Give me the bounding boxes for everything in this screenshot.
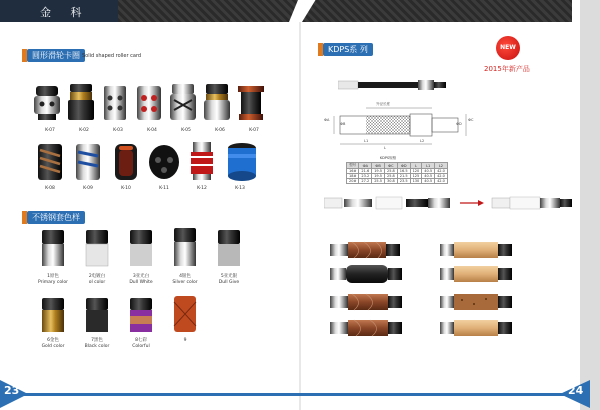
kdps-assembly-sequence [324, 194, 574, 212]
right-page-edge [580, 0, 600, 410]
color-label: 7黑色 Black color [84, 338, 110, 349]
part-k04-image [137, 86, 161, 120]
part-label: K-08 [45, 186, 55, 191]
color-label: 9 [183, 338, 187, 343]
color-sample-8-image [130, 298, 152, 332]
color-sample-6-image [42, 298, 64, 332]
spec-header-row: 型号 ФA ФB ФC ФD L L1 L2 [347, 163, 448, 169]
stainless-row1-images [38, 228, 248, 272]
part-label: K-04 [147, 128, 157, 133]
part-label: K-09 [83, 186, 93, 191]
part-k13-image [228, 143, 256, 181]
footer-rule-right [300, 393, 580, 396]
part-k07-image [34, 86, 60, 120]
section-tag-kdps: KDPS系 列 [323, 43, 373, 56]
header-carbon-strip-right [302, 0, 572, 22]
part-label: K-13 [235, 186, 245, 191]
section-tag-stainless: 不锈钢套色样 [27, 211, 85, 224]
handle-cork-3 [440, 294, 512, 310]
handle-wood-2 [330, 294, 402, 310]
page-spine [299, 22, 301, 410]
kdps-assembly-top [338, 78, 448, 92]
dim-label: ФD [456, 122, 462, 126]
part-k02-image [68, 84, 94, 120]
spec-table-title: KDPS规格 [379, 156, 397, 160]
color-sample-1-image [42, 230, 64, 266]
part-k03-image [104, 86, 126, 120]
part-label: K-07 [45, 128, 55, 133]
color-sample-9-image [174, 296, 196, 332]
handle-wood-3 [330, 320, 402, 336]
color-sample-5-image [218, 230, 240, 266]
kdps-handles-grid [330, 238, 580, 348]
header-carbon-strip [118, 0, 298, 22]
part-label: K-07 [249, 128, 259, 133]
color-label: 2电镀白 ol color [88, 274, 106, 285]
part-label: K-11 [159, 186, 169, 191]
table-row: 16# 21.6 19.5 25.8 16.5 120 40.5 42.0 [347, 169, 448, 174]
handle-cork-4 [440, 320, 512, 336]
color-label: 4银色 Silver color [172, 274, 198, 285]
section-tag-roller-card: 圆形滑轮卡圈 [27, 49, 85, 62]
table-row: 20# 27.2 25.5 30.8 23.5 130 40.5 42.0 [347, 179, 448, 184]
roller-card-row2-images [34, 140, 274, 186]
color-sample-4-image [174, 228, 196, 266]
dim-label: 外径长度 [376, 102, 390, 106]
color-sample-3-image [130, 230, 152, 266]
part-label: K-02 [79, 128, 89, 133]
color-label: 8七彩 Colorful [132, 338, 150, 349]
color-sample-2-image [86, 230, 108, 266]
brand-title: 金 科 [40, 6, 90, 19]
dim-label: L1 [364, 139, 369, 143]
section-subtitle-roller-card: Solid shaped roller card [82, 53, 142, 59]
part-label: K-12 [197, 186, 207, 191]
spec-table [346, 162, 448, 184]
table-row: 18# 23.2 19.5 25.8 21.5 125 40.5 42.0 [347, 174, 448, 179]
part-k11-image [149, 145, 179, 179]
part-k07b-image [238, 86, 264, 120]
color-label: 3亚光白 Dull White [129, 274, 153, 285]
handle-cork-2 [440, 266, 512, 282]
part-k06-image [204, 84, 230, 120]
part-k10-image [115, 144, 137, 180]
color-sample-7-image [86, 298, 108, 332]
handle-cork-1 [440, 242, 512, 258]
part-k08-image [38, 144, 62, 180]
dim-label: L2 [420, 139, 425, 143]
part-label: K-10 [121, 186, 131, 191]
page-number-left: 23 [4, 384, 20, 397]
dim-label: ФC [468, 118, 474, 122]
handle-foam-1 [330, 265, 402, 283]
part-label: K-05 [181, 128, 191, 133]
dim-label: L [384, 146, 386, 150]
part-k09-image [76, 144, 100, 180]
handle-wood-1 [330, 242, 400, 258]
part-label: K-06 [215, 128, 225, 133]
part-k12-image [191, 142, 213, 180]
page-number-right: 24 [568, 384, 584, 397]
dim-label: ФB [340, 122, 346, 126]
part-k05-image [170, 84, 196, 120]
new-product-label: 2015年新产品 [484, 65, 530, 73]
roller-card-row1-images [30, 80, 270, 126]
stainless-row2-images [38, 296, 208, 338]
new-badge: NEW [496, 36, 520, 60]
color-label: 1原色 Primary color [38, 274, 68, 285]
color-label: 6金色 Gold color [41, 338, 65, 349]
dim-label: ФA [324, 118, 330, 122]
part-label: K-03 [113, 128, 123, 133]
color-label: 5亚光银 Dull Give [218, 274, 240, 285]
footer-rule-left [0, 393, 300, 396]
